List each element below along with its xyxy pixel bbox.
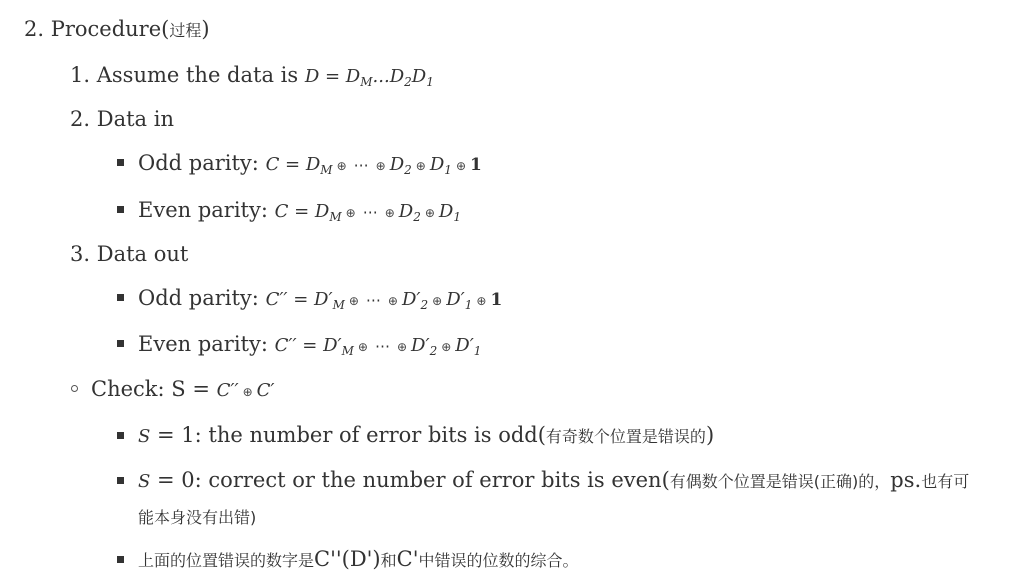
bullet-icon: [117, 477, 124, 484]
bullet-icon: [117, 294, 124, 301]
step-data-out: 3. Data out: [70, 242, 189, 266]
bullet-icon: [117, 556, 124, 563]
data-formula: $D = D_M...D_2D_1$: [304, 66, 434, 89]
s-equals-one: S = 1: the number of error bits is odd(有奇数个位置是错误的): [138, 423, 715, 447]
s-equals-zero-cont: 能本身没有出错): [138, 508, 257, 527]
circle-bullet-icon: [71, 385, 78, 392]
note-line: 上面的位置错误的数字是C''(D')和C'中错误的位数的综合。: [138, 547, 579, 571]
bullet-icon: [117, 432, 124, 439]
odd-parity-out: Odd parity: $C'' = D'_M$ ⊕ ⋯ ⊕ $D'_2$ ⊕ $D'_1$ ⊕ 1: [138, 286, 503, 312]
procedure-heading: 2. Procedure(过程): [24, 17, 210, 41]
bullet-icon: [117, 340, 124, 347]
s-equals-zero: S = 0: correct or the number of error bits is even(有偶数个位置是错误(正确)的，ps.也有可: [138, 468, 970, 492]
bullet-icon: [117, 206, 124, 213]
step-data-in: 2. Data in: [70, 107, 174, 131]
even-parity-in: Even parity: $C = D_M$ ⊕ ⋯ ⊕ $D_2$ ⊕ $D_1$: [138, 198, 461, 224]
even-parity-out: Even parity: $C'' = D'_M$ ⊕ ⋯ ⊕ $D'_2$ ⊕ $D'_1$: [138, 332, 482, 358]
check-line: Check: S = C′′ ⊕ C′: [91, 377, 275, 401]
bullet-icon: [117, 159, 124, 166]
step-assume: 1. Assume the data is $D = D_M...D_2D_1$: [70, 63, 434, 89]
odd-parity-in: Odd parity: $C = D_M$ ⊕ ⋯ ⊕ $D_2$ ⊕ $D_1$ ⊕ 1: [138, 151, 482, 177]
